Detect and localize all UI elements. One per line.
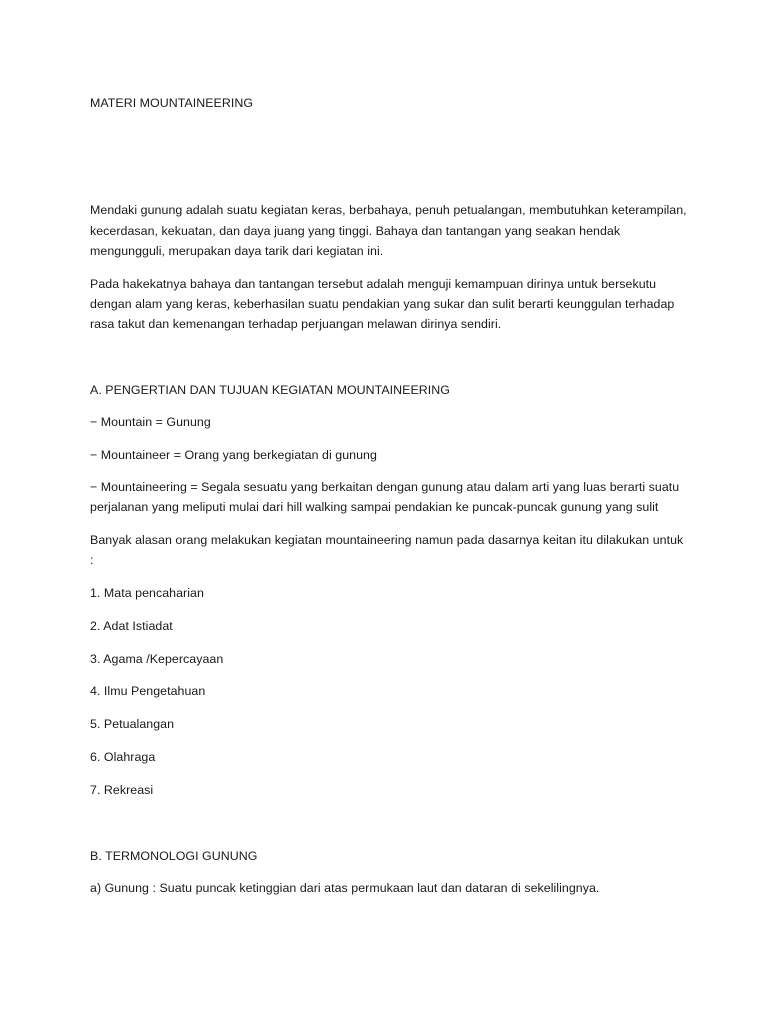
intro-paragraph: Pada hakekatnya bahaya dan tantangan tersebut adalah menguji kemampuan dirinya untuk bersekutu dengan alam yang keras, keberhasilan suatu pendakian yang sukar dan sulit berarti keunggulan terhadap rasa takut dan kemenangan terhadap perjuangan melawan dirinya sendiri. (90, 276, 675, 332)
section-a (90, 380, 690, 801)
intro-paragraph: Mendaki gunung adalah suatu kegiatan keras, berbahaya, penuh petualangan, membutuhkan keterampilan, kecerdasan, kekuatan, dan daya juang yang tinggi. Bahaya dan tantangan yang seakan hendak mengungguli, merupakan daya tarik dari kegiatan ini. (90, 203, 687, 259)
list-item: 7. Rekreasi (90, 783, 154, 798)
list-item: 5. Petualangan (90, 717, 175, 732)
list-item: 4. Ilmu Pengetahuan (90, 684, 206, 699)
section-heading: B. TERMONOLOGI GUNUNG (90, 848, 258, 863)
list-item: 3. Agama /Kepercayaan (90, 651, 224, 666)
definition-item: − Mountaineer = Orang yang berkegiatan di gunung (90, 447, 377, 462)
list-item: 2. Adat Istiadat (90, 618, 173, 633)
list-item: 6. Olahraga (90, 750, 156, 765)
section-heading: A. PENGERTIAN DAN TUJUAN KEGIATAN MOUNTAINEERING (90, 382, 450, 397)
reasons-intro: Banyak alasan orang melakukan kegiatan mountaineering namun pada dasarnya keitan itu dilakukan untuk : (90, 532, 684, 568)
intro-block (90, 200, 690, 334)
section-b (90, 846, 690, 899)
document-content (90, 93, 690, 910)
document-title: MATERI MOUNTAINEERING (90, 96, 254, 110)
term-item: a) Gunung : Suatu puncak ketinggian dari atas permukaan laut dan dataran di sekelilingnya. (90, 880, 600, 895)
definition-item: − Mountaineering = Segala sesuatu yang berkaitan dengan gunung atau dalam arti yang luas berarti suatu perjalanan yang meliputi mulai dari hill walking sampai pendakian ke puncak-puncak gunung yang sulit (90, 480, 680, 515)
list-item: 1. Mata pencaharian (90, 585, 204, 600)
definition-item: − Mountain = Gunung (90, 415, 211, 430)
